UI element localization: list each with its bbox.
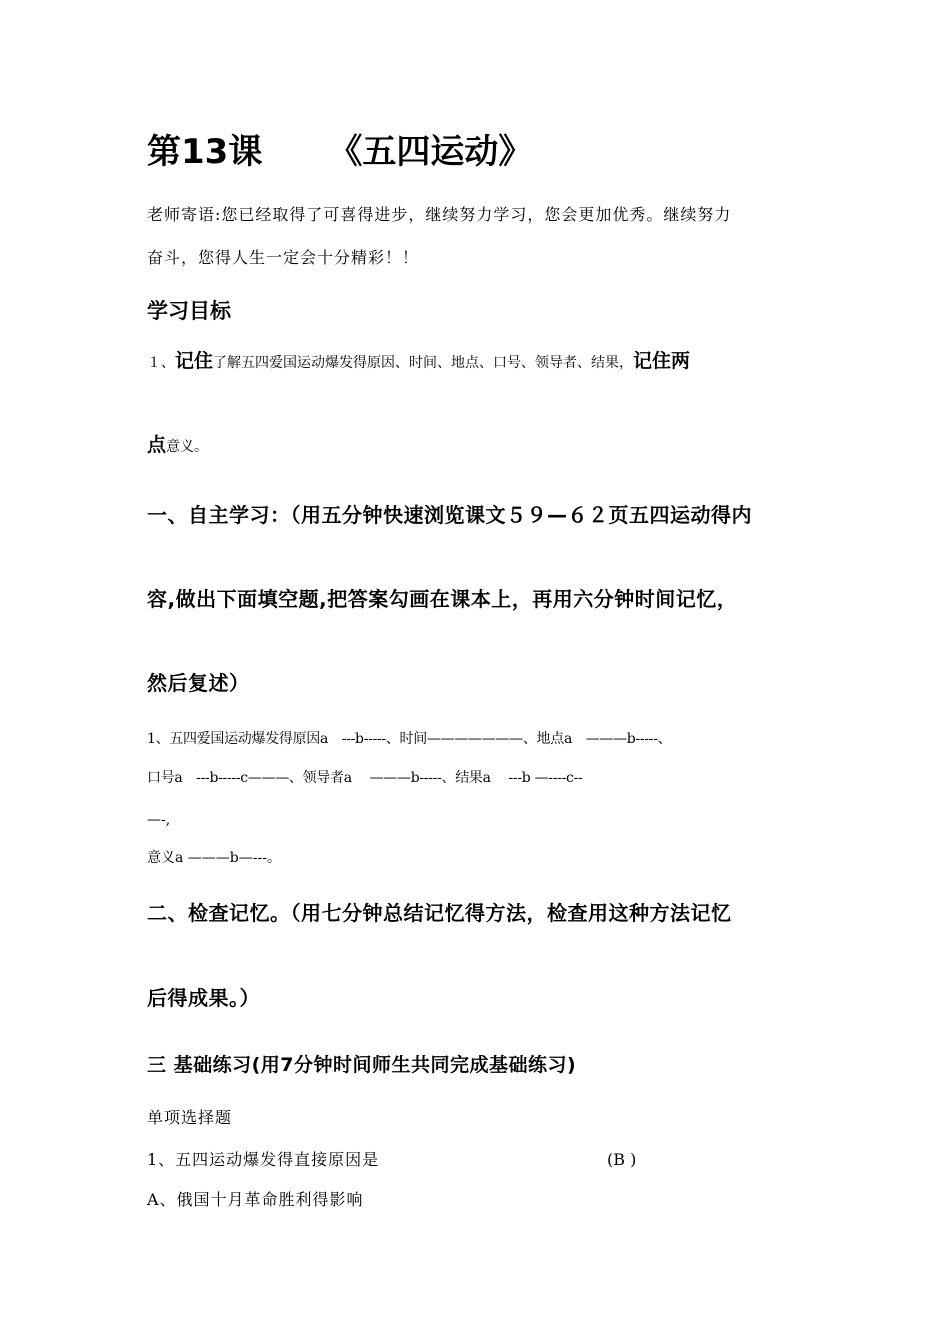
goal-item-1-bold-remember: 记住 [175, 350, 214, 372]
fill-blank-line-3: —-, [147, 812, 171, 828]
goals-heading: 学习目标 [147, 299, 231, 323]
question-1-option-a: A、俄国十月革命胜利得影响 [147, 1190, 364, 1209]
teacher-message-line-1: 老师寄语:您已经取得了可喜得进步，继续努力学习，您会更加优秀。继续努力 [147, 205, 732, 224]
lesson-name: 《五四运动》 [328, 132, 533, 172]
goal-item-1 [147, 350, 690, 374]
fill-blank-line-2: 口号a ---b-----c———、领导者a ———b-----、结果a ---b —----c-- [147, 770, 583, 786]
goal-item-1-continuation [147, 434, 208, 458]
section-3-heading: 三 基础练习(用7分钟时间师生共同完成基础练习) [147, 1054, 577, 1076]
question-type-heading: 单项选择题 [147, 1108, 233, 1127]
goal-item-1-bold-point: 点 [147, 434, 167, 456]
page-title [147, 128, 532, 176]
goal-item-1-tail: 意义。 [166, 439, 209, 455]
section-2-line-1: 二、检查记忆。（用七分钟总结记忆得方法，检查用这种方法记忆 [147, 901, 732, 925]
goal-item-1-text: 了解五四爱国运动爆发得原因、时间、地点、口号、领导者、结果， [213, 355, 634, 371]
lesson-number: 第13课 [147, 132, 263, 172]
section-2-line-2: 后得成果。） [147, 986, 260, 1010]
question-1-answer: (B ) [607, 1150, 637, 1169]
goal-item-1-number: １、 [147, 355, 175, 371]
section-1-line-1: 一、自主学习：（用五分钟快速浏览课文５９—６２页五四运动得内 [147, 503, 752, 527]
fill-blank-line-1: 1、五四爱国运动爆发得原因a ---b-----、时间———————、地点a ———b-----、 [147, 731, 672, 747]
section-1-line-3: 然后复述） [147, 671, 250, 695]
teacher-message-line-2: 奋斗，您得人生一定会十分精彩！！ [147, 248, 420, 267]
fill-blank-line-4: 意义a ———b—---。 [147, 850, 281, 866]
goal-item-1-bold-remember-two: 记住两 [633, 350, 691, 372]
section-1-line-2: 容,做出下面填空题,把答案勾画在课本上，再用六分钟时间记忆， [147, 587, 738, 611]
question-1: 1、五四运动爆发得直接原因是 [147, 1150, 380, 1169]
